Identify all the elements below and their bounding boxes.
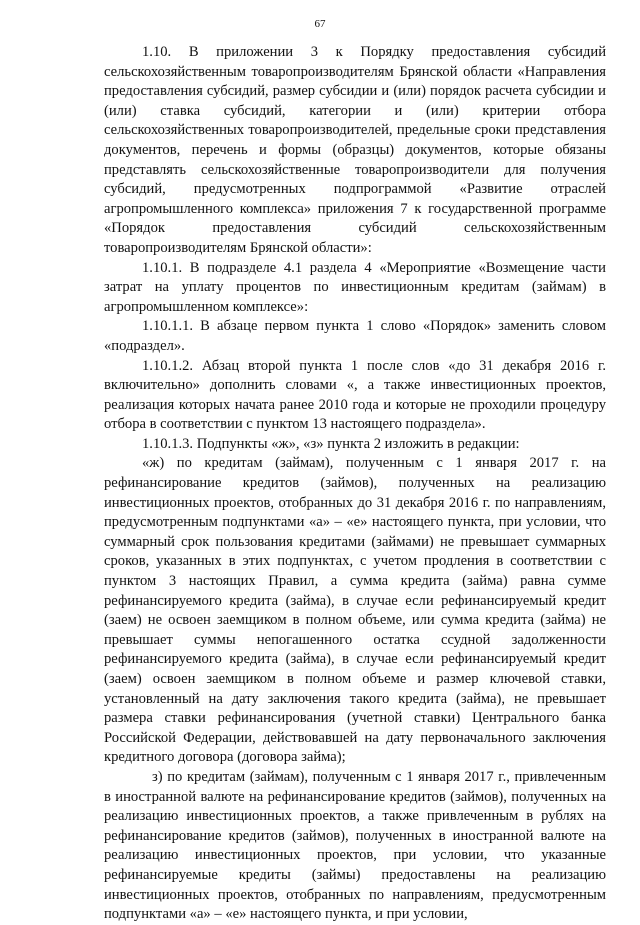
paragraph-1-10-1: 1.10.1. В подразделе 4.1 раздела 4 «Мероприятие «Возмещение части затрат на уплату процентов по инвестиционным кредитам (займам) в агропромышленном комплексе»: [104, 259, 606, 315]
page-number: 67 [314, 18, 326, 30]
paragraph-1-10-1-3: 1.10.1.3. Подпункты «ж», «з» пункта 2 изложить в редакции: [142, 435, 520, 452]
paragraph-1-10-1-2: 1.10.1.2. Абзац второй пункта 1 после слов «до 31 декабря 2016 г. включительно» дополнить словами «, а также инвестиционных проектов, реализация которых начата ранее 2010 года и которые не проходили процедуру отбора в соответствии с пунктом 13 настоящего подраздела». [104, 357, 606, 433]
document-body [104, 43, 606, 925]
paragraph-subpoint-z: з) по кредитам (займам), полученным с 1 января 2017 г., привлеченным в иностранной валюте на рефинансирование кредитов (займов), полученных на реализацию инвестиционных проектов, а также привлеченным в рублях на рефинансирование кредитов (займов), полученных в иностранной валюте на реализацию инвестиционных проектов, при условии, что указанные рефинансируемые кредиты (займы) предоставлены на реализацию инвестиционных проектов, отобранных по направлениям, предусмотренным подпунктами «а» – «е» настоящего пункта, и при условии, [104, 768, 606, 923]
paragraph-1-10-1-1: 1.10.1.1. В абзаце первом пункта 1 слово «Порядок» заменить словом «подраздел». [104, 318, 606, 354]
paragraph-subpoint-zh: «ж) по кредитам (займам), полученным с 1 января 2017 г. на рефинансирование кредитов (займов), полученных на реализацию инвестиционных проектов, отобранных до 31 декабря 2016 г. по направлениям, предусмотренным подпунктами «а» – «е» настоящего пункта, при условии, что суммарный срок пользования кредитами (займами) не превышает суммарных сроков, указанных в этих подпунктах, с учетом продления в соответствии с пунктом 3 настоящих Правил, а сумма кредита (займа) равна сумме рефинансируемого кредита (займа), в случае если рефинансируемый кредит (заем) не освоен заемщиком в полном объеме, или сумма кредита (займа) не превышает суммы непогашенного остатка ссудной задолженности рефинансируемого кредита (займа), в случае если рефинансируемый кредит (заем) освоен заемщиком в полном объеме и размер ключевой ставки, установленный на дату заключения такого кредита (займа), не превышает размера ставки рефинансирования (учетной ставки) Центрального банка Российской Федерации, действовавшей на дату первоначального заключения кредитного договора (договора займа); [104, 455, 606, 766]
paragraph-1-10: 1.10. В приложении 3 к Порядку предоставления субсидий сельскохозяйственным товаропроизводителям Брянской области «Направления предоставления субсидий, размер субсидии и (или) порядок расчета субсидии и (или) ставка субсидий, категории и (или) критерии отбора сельскохозяйственных товаропроизводителей, предельные сроки представления документов, перечень и формы (образцы) документов, которые обязаны представлять сельскохозяйственные товаропроизводители для получения субсидий, предусмотренных подпрограммой «Развитие отраслей агропромышленного комплекса» приложения 7 к государственной программе «Порядок предоставления субсидий сельскохозяйственным товаропроизводителям Брянской области»: [104, 44, 606, 256]
